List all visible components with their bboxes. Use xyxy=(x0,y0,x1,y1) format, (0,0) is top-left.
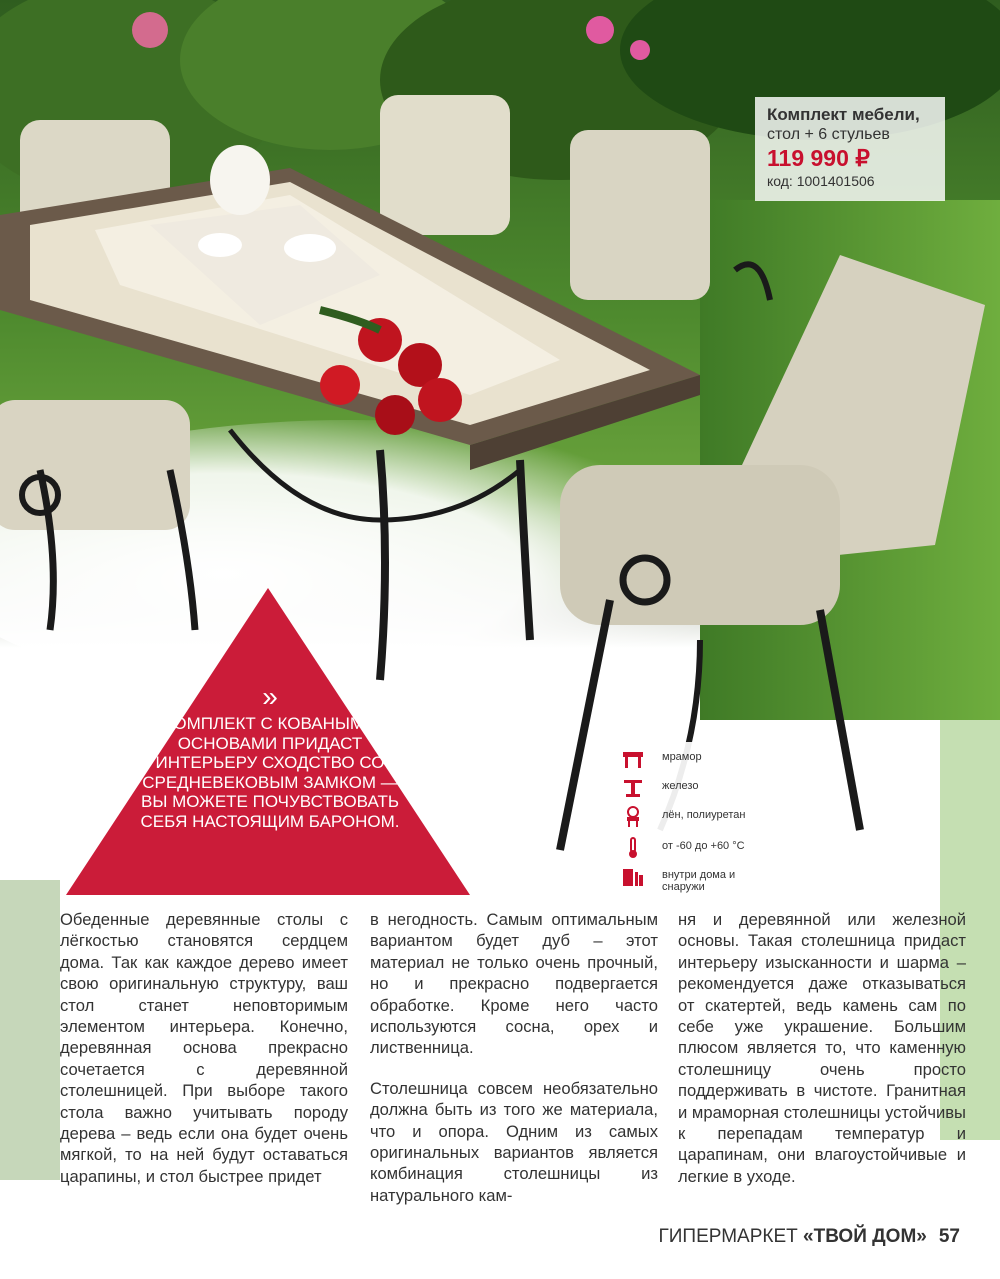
double-chevron-icon: » xyxy=(262,681,278,712)
price-tag xyxy=(755,97,945,201)
page-number: 57 xyxy=(938,1226,960,1247)
legend-item-marble: мрамор xyxy=(620,746,770,772)
product-title: Комплект мебели, xyxy=(767,105,920,124)
materials-legend xyxy=(614,742,772,892)
article-column-1 xyxy=(60,909,348,1206)
callout-text xyxy=(140,681,400,832)
table-icon xyxy=(622,748,644,770)
chair-icon xyxy=(622,806,644,828)
legend-item-placement: внутри дома и снаружи xyxy=(620,864,770,890)
legend-item-temperature: от -60 до +60 °С xyxy=(620,835,770,861)
article-column-3 xyxy=(678,909,966,1206)
table-leg-icon xyxy=(622,777,644,799)
page-footer xyxy=(630,1226,960,1254)
footer-prefix: ГИПЕРМАРКЕТ xyxy=(658,1226,804,1247)
article-paragraph: в негодность. Самым оптимальным вариантом будет дуб – этот материал не только очень прочный, но и прекрасно подвергается обработке. Кроме него часто используются сосна, орех и лиственница. xyxy=(370,910,658,1058)
thermometer-icon xyxy=(622,837,644,859)
callout-body: КОМПЛЕКТ С КОВАНЫМИ ОСНОВАМИ ПРИДАСТ ИНТЕРЬЕРУ СХОДСТВО СО СРЕДНЕВЕКОВЫМ ЗАМКОМ — ВЫ МОЖЕТЕ ПОЧУВСТВОВАТЬ СЕБЯ НАСТОЯЩИМ БАРОНОМ. xyxy=(140,714,400,831)
product-price: 119 990 ₽ xyxy=(767,145,870,171)
product-subtitle: стол + 6 стульев xyxy=(767,126,890,143)
article-paragraph: Обеденные деревянные столы с лёгкостью становятся сердцем дома. Так как каждое дерево имеет свою оригинальную структуру, ваш стол станет неповторимым элементом интерьера. Конечно, деревянная основа прекрасно сочетается с деревянной столешницей. При выборе такого стола важно учитывать породу дерева – ведь если она будет очень мягкой, то на ней будут оставаться царапины, и стол быстрее придет xyxy=(60,910,348,1186)
product-code: код: 1001401506 xyxy=(767,173,875,189)
footer-brand: «ТВОЙ ДОМ» xyxy=(803,1226,927,1247)
article-column-2 xyxy=(370,909,658,1225)
legend-item-linen: лён, полиуретан xyxy=(620,804,770,830)
article-paragraph: ня и деревянной или железной основы. Такая столешница придаст интерьеру изысканности и шарма – рекомендуется даже отказываться от скатертей, ведь камень сам по себе уже украшение. Большим плюсом является то, что каменную столешницу очень просто поддерживать в чистоте. Гранитная и мраморная столешницы устойчивы к перепадам температур и царапинам, они влагоустойчивые и легкие в уходе. xyxy=(678,910,966,1186)
article-paragraph: Столешница совсем необязательно должна быть из того же материала, что и опора. Одним из самых оригинальных вариантов является комбинация столешницы из натурального кам- xyxy=(370,1078,658,1205)
indoor-outdoor-icon xyxy=(622,866,644,888)
legend-item-iron: железо xyxy=(620,775,770,801)
